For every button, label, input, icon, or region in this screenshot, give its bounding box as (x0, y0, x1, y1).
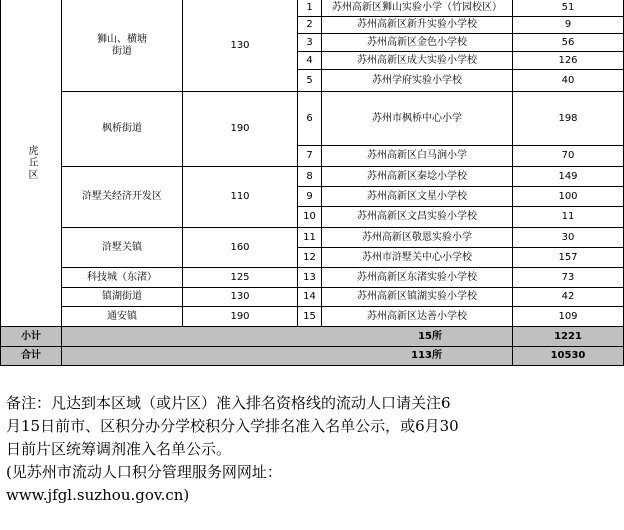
total-label (0, 347, 62, 366)
school-no-cell-text: 14 (303, 291, 316, 302)
school-no-cell-text: 4 (306, 54, 313, 66)
area-cell (62, 268, 183, 288)
district-cell-text: 虎丘区 (26, 145, 37, 181)
school-count-cell-text: 109 (558, 310, 578, 322)
school-no-cell-text: 6 (306, 112, 313, 124)
area-cell (62, 228, 183, 268)
quota-cell-text: 190 (230, 310, 250, 322)
school-name-cell (322, 187, 513, 207)
school-count-cell-text: 157 (558, 251, 578, 263)
school-name-cell-text: 苏州高新区文星小学校 (367, 190, 467, 202)
area-cell-text: 狮山、横塘 街道 (97, 33, 147, 57)
school-name-cell (322, 248, 513, 268)
subtotal-schools-text: 15所 (418, 330, 442, 342)
school-no-cell (298, 167, 322, 187)
note-line: 月15日前市、区积分办分学校积分入学排名准入名单公示，或6月30 (6, 417, 459, 435)
school-no-cell (298, 288, 322, 307)
school-count-cell-text: 42 (561, 291, 575, 302)
school-name-cell-text: 苏州高新区狮山实验小学（竹园校区） (332, 2, 502, 13)
school-name-cell (322, 52, 513, 70)
total-label-text: 合计 (21, 350, 41, 361)
school-count-cell (513, 17, 624, 34)
school-no-cell (298, 92, 322, 146)
school-count-cell (513, 146, 624, 167)
school-count-cell (513, 307, 624, 327)
school-count-cell-text: 126 (558, 54, 578, 66)
area-cell-text: 浒墅关经济开发区 (82, 191, 162, 202)
school-name-cell (322, 307, 513, 327)
school-count-cell (513, 92, 624, 146)
school-name-cell-text: 苏州市枫桥中心小学 (372, 112, 462, 124)
subtotal-schools (62, 327, 513, 347)
school-no-cell (298, 307, 322, 327)
school-name-cell (322, 146, 513, 167)
school-count-cell (513, 187, 624, 207)
area-cell-text: 科技城（东渚） (87, 271, 157, 283)
school-no-cell-text: 5 (306, 74, 313, 86)
school-count-cell-text: 149 (558, 170, 578, 182)
school-no-cell (298, 268, 322, 288)
quota-cell-text: 130 (230, 291, 250, 302)
school-count-cell (513, 167, 624, 187)
school-no-cell (298, 187, 322, 207)
school-name-cell-text: 苏州学府实验小学校 (372, 74, 462, 86)
school-name-cell-text: 苏州高新区新升实验小学校 (357, 19, 477, 30)
total-schools-text: 113所 (411, 350, 442, 361)
school-name-cell-text: 苏州高新区白马涧小学 (367, 150, 467, 161)
school-no-cell (298, 17, 322, 34)
school-name-cell (322, 92, 513, 146)
total-count (513, 347, 624, 366)
area-cell (62, 288, 183, 307)
note-line: 日前片区统筹调剂准入名单公示。 (6, 440, 232, 458)
school-no-cell (298, 52, 322, 70)
area-cell-text: 通安镇 (107, 310, 137, 322)
school-name-cell (322, 0, 513, 17)
school-no-cell-text: 9 (306, 190, 313, 202)
school-name-cell-text: 苏州高新区镇湖实验小学校 (357, 291, 477, 302)
school-name-cell (322, 17, 513, 34)
school-no-cell-text: 3 (306, 36, 313, 48)
school-count-cell (513, 207, 624, 228)
school-no-cell-text: 10 (303, 211, 316, 222)
school-name-cell (322, 207, 513, 228)
area-cell-text: 浒墅关镇 (102, 241, 142, 253)
school-name-cell (322, 70, 513, 92)
school-no-cell-text: 11 (303, 231, 316, 243)
school-no-cell (298, 146, 322, 167)
area-cell (62, 92, 183, 167)
school-count-cell-text: 40 (561, 74, 575, 86)
quota-cell (183, 0, 298, 92)
school-name-cell-text: 苏州高新区达善小学校 (367, 310, 467, 322)
school-no-cell-text: 7 (306, 150, 313, 161)
note-line: (见苏州市流动人口积分管理服务网网址： (6, 463, 282, 481)
note-line: www.jfgl.suzhou.gov.cn) (6, 486, 190, 504)
school-name-cell-text: 苏州高新区金色小学校 (367, 36, 467, 48)
school-name-cell-text: 苏州市浒墅关中心小学校 (362, 251, 472, 263)
school-no-cell-text: 12 (303, 251, 316, 263)
quota-cell (183, 228, 298, 268)
quota-cell-text: 110 (230, 191, 250, 202)
total-count-text: 10530 (550, 350, 586, 361)
school-count-cell (513, 248, 624, 268)
school-count-cell-text: 30 (561, 231, 575, 243)
school-count-cell-text: 73 (561, 271, 575, 283)
school-no-cell (298, 0, 322, 17)
quota-cell (183, 307, 298, 327)
school-no-cell-text: 2 (306, 19, 313, 30)
school-count-cell-text: 56 (561, 36, 575, 48)
school-no-cell-text: 15 (303, 310, 316, 322)
school-name-cell-text: 苏州高新区东渚实验小学校 (357, 271, 477, 283)
school-no-cell-text: 8 (306, 170, 313, 182)
school-name-cell (322, 34, 513, 52)
school-count-cell (513, 228, 624, 248)
remark-note (6, 392, 618, 507)
quota-cell (183, 167, 298, 228)
subtotal-label (0, 327, 62, 347)
school-count-cell-text: 11 (561, 211, 575, 222)
school-count-cell (513, 0, 624, 17)
note-line: 备注：凡达到本区域（或片区）准入排名资格线的流动人口请关注6 (6, 394, 451, 412)
subtotal-count (513, 327, 624, 347)
school-count-cell-text: 9 (564, 19, 572, 30)
area-cell-text: 枫桥街道 (102, 123, 142, 134)
school-count-cell (513, 268, 624, 288)
school-no-cell-text: 13 (303, 271, 316, 283)
quota-cell-text: 130 (230, 39, 250, 51)
school-no-cell (298, 248, 322, 268)
quota-cell-text: 160 (230, 241, 250, 253)
area-cell (62, 167, 183, 228)
school-no-cell (298, 34, 322, 52)
school-name-cell-text: 苏州高新区秦埝小学校 (367, 170, 467, 182)
school-name-cell (322, 167, 513, 187)
school-count-cell (513, 70, 624, 92)
quota-cell (183, 288, 298, 307)
school-count-cell (513, 288, 624, 307)
district-cell (0, 0, 62, 327)
school-count-cell-text: 100 (558, 190, 578, 202)
quota-cell-text: 190 (230, 123, 250, 134)
school-count-cell-text: 198 (558, 112, 578, 124)
school-count-cell-text: 51 (561, 2, 575, 13)
school-no-cell (298, 228, 322, 248)
total-schools (62, 347, 513, 366)
school-name-cell (322, 228, 513, 248)
school-name-cell-text: 苏州高新区成大实验小学校 (357, 54, 477, 66)
school-name-cell (322, 268, 513, 288)
subtotal-count-text: 1221 (554, 330, 582, 342)
school-no-cell (298, 207, 322, 228)
school-no-cell-text: 1 (306, 2, 313, 13)
area-cell (62, 0, 183, 92)
quota-cell (183, 268, 298, 288)
school-count-cell-text: 70 (561, 150, 575, 161)
school-no-cell (298, 70, 322, 92)
quota-cell-text: 125 (230, 271, 250, 283)
school-name-cell-text: 苏州高新区文昌实验小学校 (357, 211, 477, 222)
school-name-cell (322, 288, 513, 307)
quota-cell (183, 92, 298, 167)
area-cell (62, 307, 183, 327)
subtotal-label-text: 小计 (21, 330, 41, 342)
school-count-cell (513, 52, 624, 70)
school-name-cell-text: 苏州高新区敬恩实验小学 (362, 231, 472, 243)
area-cell-text: 镇湖街道 (102, 291, 142, 302)
school-count-cell (513, 34, 624, 52)
